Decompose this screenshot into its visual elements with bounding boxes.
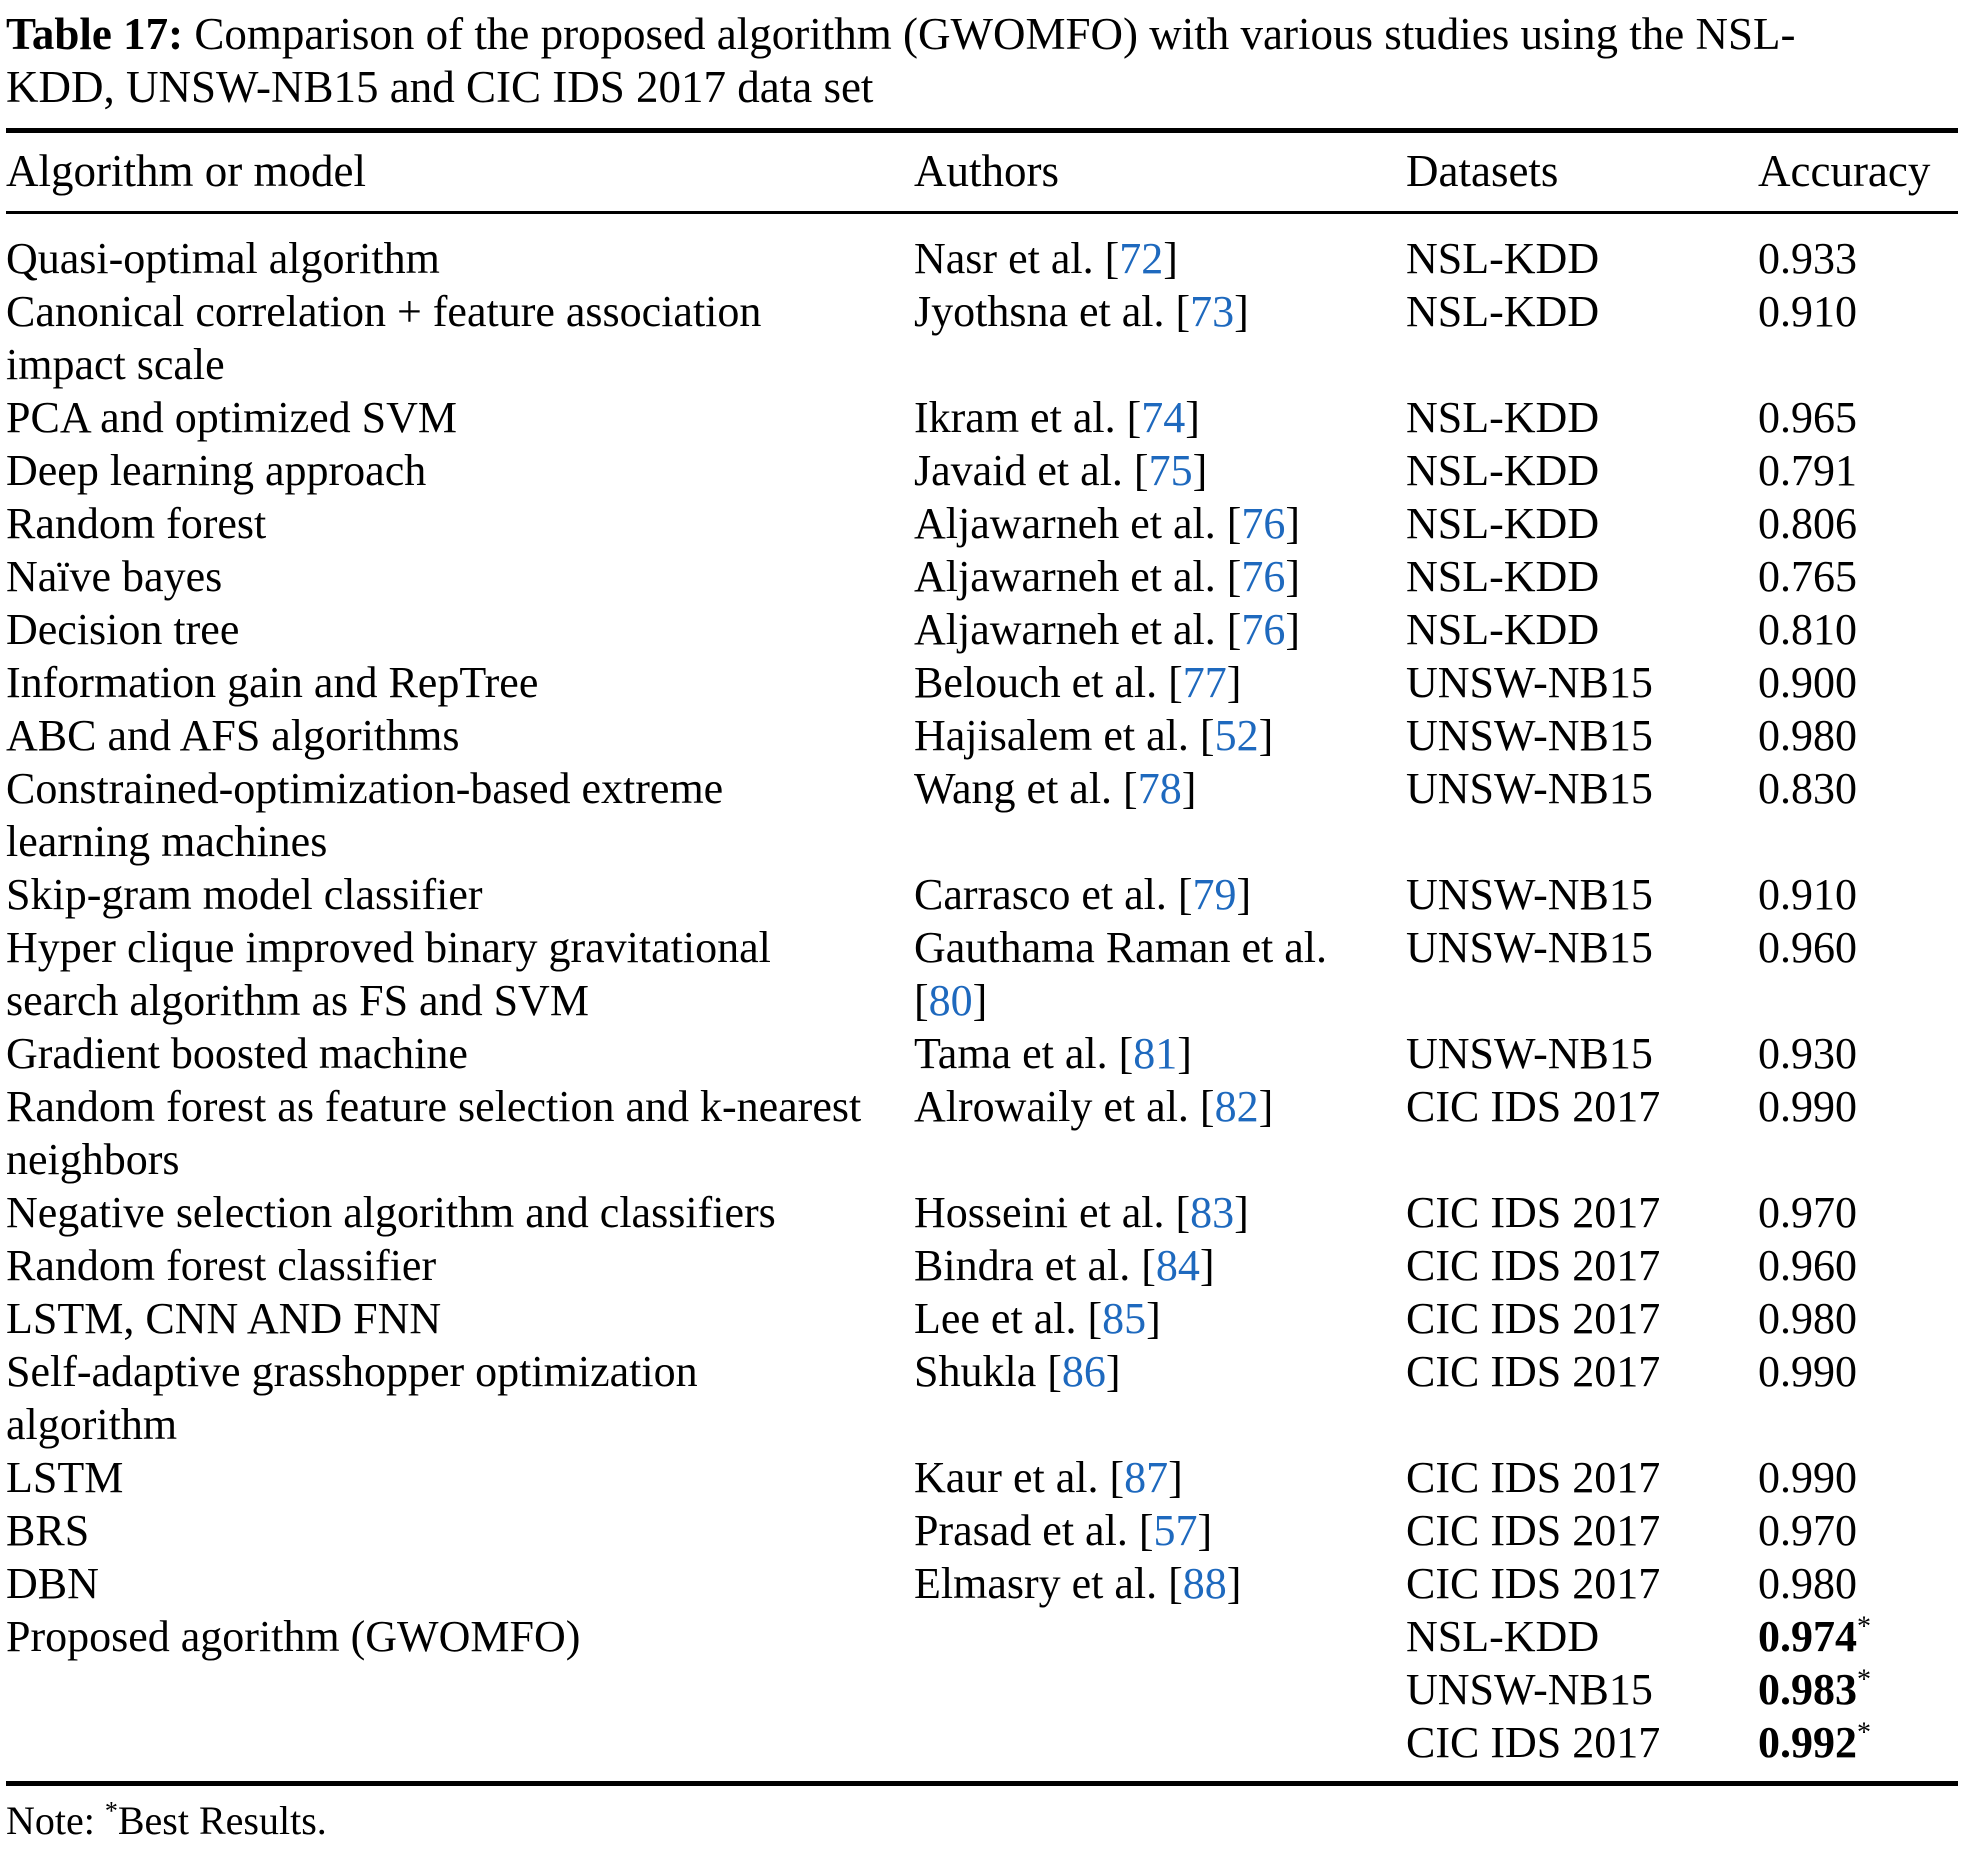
bracket-open: [	[914, 976, 929, 1025]
authors-cell	[914, 391, 1406, 444]
author-name: Alrowaily et al.	[914, 1082, 1189, 1131]
bracket-open: [	[1109, 1453, 1125, 1502]
accuracy-cell: 0.980	[1758, 711, 1857, 760]
table-row	[6, 656, 1958, 709]
authors-cell	[914, 709, 1406, 762]
table-row-proposed	[6, 1716, 1958, 1784]
authors-cell	[914, 1451, 1406, 1504]
author-name: Bindra et al.	[914, 1241, 1131, 1290]
dataset-cell: NSL-KDD	[1406, 393, 1600, 442]
best-result-star: *	[1857, 1664, 1871, 1696]
header-row	[6, 131, 1958, 213]
authors-cell	[914, 497, 1406, 550]
authors-cell	[914, 868, 1406, 921]
table-row	[6, 550, 1958, 603]
footnote-text: Best Results.	[117, 1798, 327, 1843]
authors-cell	[914, 1716, 1406, 1784]
authors-cell	[914, 603, 1406, 656]
algorithm-cell: Deep learning approach	[6, 446, 427, 495]
table-row	[6, 1345, 1958, 1451]
citation-link[interactable]: 76	[1241, 499, 1286, 548]
citation-link[interactable]: 84	[1155, 1241, 1200, 1290]
algorithm-cell: DBN	[6, 1559, 99, 1608]
dataset-cell: CIC IDS 2017	[1406, 1718, 1661, 1767]
citation	[1109, 1453, 1182, 1502]
accuracy-cell: 0.970	[1758, 1506, 1857, 1555]
accuracy-value: 0.992	[1758, 1718, 1857, 1767]
dataset-cell: UNSW-NB15	[1406, 1665, 1653, 1714]
citation	[1105, 234, 1178, 283]
citation-link[interactable]: 57	[1153, 1506, 1198, 1555]
authors-cell	[914, 1663, 1406, 1716]
header-algorithm: Algorithm or model	[6, 131, 914, 213]
citation	[1119, 1029, 1192, 1078]
author-name: Shukla	[914, 1347, 1037, 1396]
table-row	[6, 1451, 1958, 1504]
dataset-cell: UNSW-NB15	[1406, 1029, 1653, 1078]
citation-link[interactable]: 74	[1141, 393, 1186, 442]
bracket-open: [	[1087, 1294, 1103, 1343]
bracket-close: ]	[1105, 1347, 1121, 1396]
algorithm-cell: Negative selection algorithm and classifiers	[6, 1188, 776, 1237]
bracket-close: ]	[1258, 711, 1274, 760]
authors-cell	[914, 1080, 1406, 1186]
citation	[1200, 1082, 1273, 1131]
citation-link[interactable]: 75	[1148, 446, 1193, 495]
citation-link[interactable]: 87	[1124, 1453, 1169, 1502]
citation-link[interactable]: 76	[1241, 552, 1286, 601]
header-accuracy: Accuracy	[1758, 131, 1958, 213]
authors-cell	[914, 444, 1406, 497]
citation	[1176, 287, 1249, 336]
citation-link[interactable]: 78	[1137, 764, 1182, 813]
dataset-cell: NSL-KDD	[1406, 446, 1600, 495]
accuracy-cell: 0.965	[1758, 393, 1857, 442]
accuracy-cell-best	[1758, 1610, 1958, 1663]
algorithm-cell: Information gain and RepTree	[6, 658, 539, 707]
bracket-close: ]	[1258, 1082, 1274, 1131]
citation	[1087, 1294, 1160, 1343]
algorithm-cell: Gradient boosted machine	[6, 1029, 468, 1078]
accuracy-cell: 0.960	[1758, 1241, 1857, 1290]
dataset-cell: CIC IDS 2017	[1406, 1241, 1661, 1290]
author-name: Hosseini et al.	[914, 1188, 1165, 1237]
bracket-open: [	[1226, 605, 1242, 654]
table-row	[6, 391, 1958, 444]
bracket-open: [	[1168, 658, 1183, 707]
citation-link[interactable]: 83	[1190, 1188, 1235, 1237]
author-name: Prasad et al.	[914, 1506, 1128, 1555]
algorithm-cell: Naïve bayes	[6, 552, 223, 601]
author-name: Belouch et al.	[914, 658, 1158, 707]
bracket-open: [	[1226, 552, 1242, 601]
algorithm-cell: BRS	[6, 1506, 90, 1555]
table-row	[6, 213, 1958, 286]
author-name: Hajisalem et al.	[914, 711, 1189, 760]
bracket-close: ]	[1192, 446, 1208, 495]
bracket-close: ]	[1226, 658, 1242, 707]
algorithm-cell: Proposed agorithm (GWOMFO)	[6, 1612, 581, 1661]
citation-link[interactable]: 72	[1119, 234, 1164, 283]
citation-link[interactable]: 77	[1182, 658, 1227, 707]
dataset-cell: CIC IDS 2017	[1406, 1188, 1661, 1237]
authors-cell	[914, 213, 1406, 286]
accuracy-value: 0.974	[1758, 1612, 1857, 1661]
table-row	[6, 1504, 1958, 1557]
accuracy-cell: 0.990	[1758, 1347, 1857, 1396]
accuracy-cell: 0.990	[1758, 1082, 1857, 1131]
citation	[1227, 499, 1300, 548]
citation	[1141, 1241, 1214, 1290]
header-datasets: Datasets	[1406, 131, 1758, 213]
citation-link[interactable]: 80	[928, 976, 973, 1025]
bracket-close: ]	[1168, 1453, 1183, 1502]
table-row	[6, 285, 1958, 391]
algorithm-cell: Decision tree	[6, 605, 240, 654]
authors-cell	[914, 285, 1406, 391]
footnote-prefix: Note:	[6, 1798, 105, 1843]
authors-cell	[914, 1292, 1406, 1345]
accuracy-cell: 0.990	[1758, 1453, 1857, 1502]
accuracy-cell: 0.970	[1758, 1188, 1857, 1237]
author-name: Javaid et al.	[914, 446, 1123, 495]
author-name: Aljawarneh et al.	[914, 552, 1216, 601]
bracket-open: [	[1175, 1188, 1191, 1237]
dataset-cell: NSL-KDD	[1406, 605, 1600, 654]
dataset-cell: NSL-KDD	[1406, 234, 1600, 283]
footnote-star: *	[104, 1796, 118, 1826]
bracket-close: ]	[1199, 1241, 1215, 1290]
authors-cell	[914, 762, 1406, 868]
bracket-close: ]	[1181, 764, 1197, 813]
author-name: Kaur et al.	[914, 1453, 1099, 1502]
bracket-open: [	[1141, 1241, 1156, 1290]
algorithm-cell: Hyper clique improved binary gravitational search algorithm as FS and SVM	[6, 923, 771, 1025]
accuracy-cell: 0.900	[1758, 658, 1857, 707]
author-name: Gauthama Raman et al.	[914, 923, 1327, 972]
accuracy-cell: 0.765	[1758, 552, 1857, 601]
accuracy-value: 0.983	[1758, 1665, 1857, 1714]
accuracy-cell: 0.980	[1758, 1294, 1857, 1343]
accuracy-cell: 0.910	[1758, 870, 1857, 919]
authors-cell	[914, 921, 1406, 1027]
dataset-cell: CIC IDS 2017	[1406, 1347, 1661, 1396]
authors-cell	[914, 1610, 1406, 1663]
table-row	[6, 603, 1958, 656]
accuracy-cell: 0.806	[1758, 499, 1857, 548]
bracket-open: [	[1118, 1029, 1134, 1078]
dataset-cell: UNSW-NB15	[1406, 870, 1653, 919]
citation	[1127, 393, 1200, 442]
comparison-table	[6, 128, 1958, 1786]
author-name: Aljawarneh et al.	[914, 605, 1216, 654]
bracket-open: [	[1226, 499, 1242, 548]
algorithm-cell: Random forest classifier	[6, 1241, 437, 1290]
citation-link[interactable]: 79	[1192, 870, 1237, 919]
table-row	[6, 1557, 1958, 1610]
accuracy-cell: 0.910	[1758, 287, 1857, 336]
dataset-cell: CIC IDS 2017	[1406, 1453, 1661, 1502]
accuracy-cell: 0.930	[1758, 1029, 1857, 1078]
table-caption-label: Table 17:	[6, 9, 184, 59]
table-row-proposed	[6, 1610, 1958, 1663]
dataset-cell: NSL-KDD	[1406, 552, 1600, 601]
bracket-close: ]	[1226, 1559, 1242, 1608]
best-result-star: *	[1857, 1611, 1871, 1643]
bracket-open: [	[1123, 764, 1138, 813]
bracket-close: ]	[1163, 234, 1178, 283]
table-footnote	[6, 1798, 1962, 1844]
citation	[1134, 446, 1207, 495]
bracket-open: [	[1168, 1559, 1183, 1608]
algorithm-cell: Constrained-optimization-based extreme learning machines	[6, 764, 724, 866]
best-result-star: *	[1857, 1717, 1871, 1749]
table-caption	[6, 8, 1952, 114]
bracket-open: [	[1104, 234, 1120, 283]
citation-link[interactable]: 76	[1241, 605, 1286, 654]
citation	[1139, 1506, 1212, 1555]
bracket-close: ]	[1234, 287, 1249, 336]
bracket-close: ]	[1285, 499, 1301, 548]
bracket-open: [	[1199, 711, 1215, 760]
algorithm-cell: LSTM	[6, 1453, 124, 1502]
bracket-close: ]	[1177, 1029, 1192, 1078]
bracket-close: ]	[1185, 393, 1200, 442]
citation	[1168, 658, 1241, 707]
bracket-open: [	[1133, 446, 1149, 495]
bracket-open: [	[1047, 1347, 1062, 1396]
dataset-cell: NSL-KDD	[1406, 1612, 1600, 1661]
algorithm-cell	[6, 1663, 914, 1716]
citation-link[interactable]: 86	[1061, 1347, 1106, 1396]
dataset-cell: CIC IDS 2017	[1406, 1559, 1661, 1608]
dataset-cell: UNSW-NB15	[1406, 923, 1653, 972]
accuracy-cell: 0.980	[1758, 1559, 1857, 1608]
bracket-open: [	[1138, 1506, 1154, 1555]
table-caption-line1: Comparison of the proposed algorithm (GWOMFO) with various studies using the NSL-	[194, 9, 1796, 59]
algorithm-cell: Self-adaptive grasshopper optimization algorithm	[6, 1347, 698, 1449]
citation	[1047, 1347, 1120, 1396]
accuracy-cell: 0.810	[1758, 605, 1857, 654]
dataset-cell: UNSW-NB15	[1406, 658, 1653, 707]
header-authors: Authors	[914, 131, 1406, 213]
authors-cell	[914, 1504, 1406, 1557]
table-row	[6, 1292, 1958, 1345]
authors-cell	[914, 550, 1406, 603]
dataset-cell: UNSW-NB15	[1406, 764, 1653, 813]
algorithm-cell: ABC and AFS algorithms	[6, 711, 460, 760]
table-row	[6, 1186, 1958, 1239]
algorithm-cell: PCA and optimized SVM	[6, 393, 458, 442]
citation	[1200, 711, 1273, 760]
authors-cell	[914, 1239, 1406, 1292]
author-name: Wang et al.	[914, 764, 1113, 813]
dataset-cell: CIC IDS 2017	[1406, 1294, 1661, 1343]
citation-link[interactable]: 52	[1214, 711, 1259, 760]
algorithm-cell: Random forest as feature selection and k-nearest neighbors	[6, 1082, 862, 1184]
accuracy-cell: 0.960	[1758, 923, 1857, 972]
bracket-open: [	[1177, 870, 1193, 919]
algorithm-cell: LSTM, CNN AND FNN	[6, 1294, 442, 1343]
accuracy-cell: 0.830	[1758, 764, 1857, 813]
bracket-close: ]	[1285, 552, 1301, 601]
table-row	[6, 1239, 1958, 1292]
authors-cell	[914, 1027, 1406, 1080]
algorithm-cell: Random forest	[6, 499, 267, 548]
citation-link[interactable]: 85	[1102, 1294, 1147, 1343]
citation	[1227, 552, 1300, 601]
bracket-close: ]	[1234, 1188, 1249, 1237]
dataset-cell: NSL-KDD	[1406, 287, 1600, 336]
citation	[1123, 764, 1196, 813]
algorithm-cell	[6, 1716, 914, 1784]
bracket-close: ]	[1146, 1294, 1161, 1343]
table-row	[6, 762, 1958, 868]
table-row	[6, 497, 1958, 550]
bracket-close: ]	[1236, 870, 1252, 919]
table-row	[6, 709, 1958, 762]
citation-link[interactable]: 82	[1214, 1082, 1259, 1131]
author-name: Ikram et al.	[914, 393, 1116, 442]
citation	[1178, 870, 1251, 919]
citation	[1168, 1559, 1241, 1608]
dataset-cell: UNSW-NB15	[1406, 711, 1653, 760]
author-name: Lee et al.	[914, 1294, 1077, 1343]
table-row-proposed	[6, 1663, 1958, 1716]
author-name: Nasr et al.	[914, 234, 1094, 283]
author-name: Jyothsna et al.	[914, 287, 1165, 336]
table-row	[6, 1080, 1958, 1186]
accuracy-cell-best	[1758, 1716, 1958, 1784]
citation-link[interactable]: 81	[1133, 1029, 1178, 1078]
table-row	[6, 868, 1958, 921]
bracket-open: [	[1175, 287, 1191, 336]
bracket-open: [	[1126, 393, 1142, 442]
algorithm-cell: Canonical correlation + feature association impact scale	[6, 287, 762, 389]
citation	[1227, 605, 1300, 654]
authors-cell	[914, 656, 1406, 709]
authors-cell	[914, 1186, 1406, 1239]
bracket-open: [	[1199, 1082, 1215, 1131]
accuracy-cell: 0.791	[1758, 446, 1857, 495]
dataset-cell: CIC IDS 2017	[1406, 1506, 1661, 1555]
author-name: Elmasry et al.	[914, 1559, 1158, 1608]
table-row	[6, 1027, 1958, 1080]
algorithm-cell: Skip-gram model classifier	[6, 870, 483, 919]
authors-cell	[914, 1557, 1406, 1610]
bracket-close: ]	[1197, 1506, 1213, 1555]
bracket-close: ]	[1285, 605, 1301, 654]
dataset-cell: CIC IDS 2017	[1406, 1082, 1661, 1131]
accuracy-cell: 0.933	[1758, 234, 1857, 283]
table-caption-line2: KDD, UNSW-NB15 and CIC IDS 2017 data set	[6, 62, 874, 112]
table-row	[6, 921, 1958, 1027]
table-row	[6, 444, 1958, 497]
accuracy-cell-best	[1758, 1663, 1958, 1716]
author-name: Carrasco et al.	[914, 870, 1167, 919]
citation-link[interactable]: 73	[1190, 287, 1235, 336]
dataset-cell: NSL-KDD	[1406, 499, 1600, 548]
citation	[914, 976, 987, 1025]
bracket-close: ]	[972, 976, 988, 1025]
authors-cell	[914, 1345, 1406, 1451]
algorithm-cell: Quasi-optimal algorithm	[6, 234, 440, 283]
author-name: Aljawarneh et al.	[914, 499, 1216, 548]
citation	[1176, 1188, 1249, 1237]
citation-link[interactable]: 88	[1182, 1559, 1227, 1608]
author-name: Tama et al.	[914, 1029, 1108, 1078]
